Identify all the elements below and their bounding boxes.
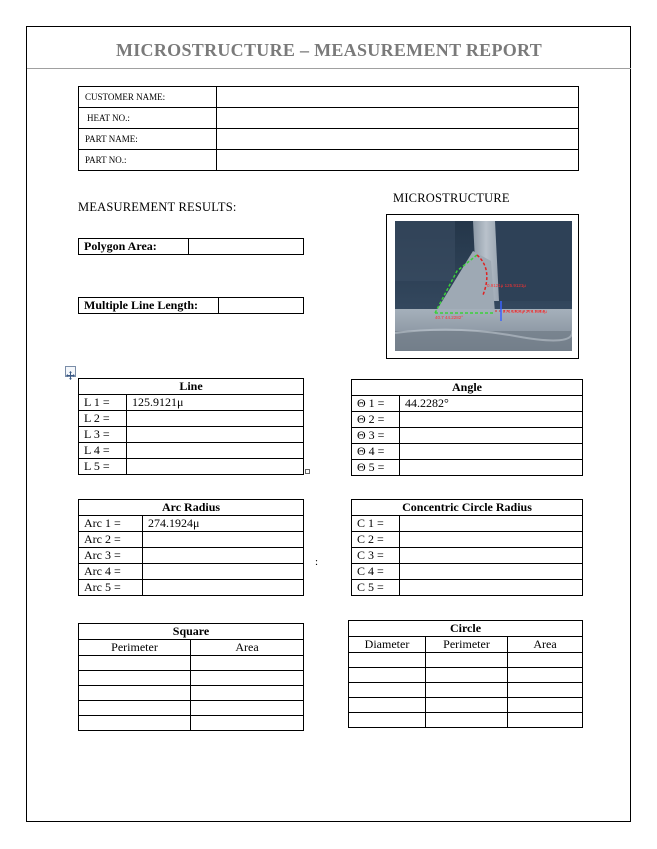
info-value-field[interactable] [217, 87, 579, 108]
info-label: PART NAME: [79, 129, 217, 150]
arc-value[interactable] [143, 580, 304, 596]
table-row [79, 701, 304, 716]
angle-value[interactable] [400, 412, 583, 428]
angle-table [351, 379, 583, 476]
line-label: L 4 = [79, 443, 127, 459]
table-row [349, 653, 583, 668]
line-label: L 2 = [79, 411, 127, 427]
circle-col-diameter: Diameter [349, 637, 426, 653]
table-row [349, 668, 583, 683]
table-row [79, 395, 304, 411]
table-row [79, 427, 304, 443]
square-cell[interactable] [79, 671, 191, 686]
info-row-part-no [79, 150, 579, 171]
angle-label: Θ 1 = [352, 396, 400, 412]
title-divider [27, 68, 631, 69]
table-row [352, 532, 583, 548]
square-table-header: Square [79, 624, 304, 640]
page-title: MICROSTRUCTURE – MEASUREMENT REPORT [115, 40, 543, 60]
circle-cell[interactable] [349, 713, 426, 728]
table-row [352, 564, 583, 580]
table-row [79, 532, 304, 548]
circle-table-header: Circle [349, 621, 583, 637]
arc-label: Arc 1 = [79, 516, 143, 532]
info-row-customer [79, 87, 579, 108]
square-cell[interactable] [191, 656, 304, 671]
arc-value[interactable] [143, 548, 304, 564]
line-value[interactable] [127, 443, 304, 459]
table-row [352, 444, 583, 460]
table-row [79, 459, 304, 475]
table-row [352, 412, 583, 428]
microstructure-heading: MICROSTRUCTURE [393, 191, 510, 205]
circle-cell[interactable] [426, 698, 508, 713]
info-row-heat [79, 108, 579, 129]
circle-radius-table-header: Concentric Circle Radius [352, 500, 583, 516]
circle-cell[interactable] [426, 668, 508, 683]
square-cell[interactable] [191, 671, 304, 686]
line-value[interactable] [127, 427, 304, 443]
square-cell[interactable] [191, 701, 304, 716]
table-row [349, 713, 583, 728]
table-row [79, 671, 304, 686]
square-col-perimeter: Perimeter [79, 640, 191, 656]
line-label: L 5 = [79, 459, 127, 475]
circle-cell[interactable] [349, 683, 426, 698]
square-cell[interactable] [191, 686, 304, 701]
circle-cell[interactable] [349, 698, 426, 713]
circle-cell[interactable] [508, 713, 583, 728]
info-value-field[interactable] [217, 129, 579, 150]
table-row [79, 656, 304, 671]
circle-col-perimeter: Perimeter [426, 637, 508, 653]
square-cell[interactable] [79, 656, 191, 671]
angle-label: Θ 5 = [352, 460, 400, 476]
move-cross-glyph [66, 371, 75, 380]
arc-label: Arc 5 = [79, 580, 143, 596]
table-row [352, 396, 583, 412]
line-label: L 3 = [79, 427, 127, 443]
circle-cell[interactable] [426, 683, 508, 698]
micro-annotation-green: 40.7 44.2282° [435, 315, 464, 320]
circle-table [348, 620, 583, 728]
circle-radius-value[interactable] [400, 564, 583, 580]
table-row [352, 548, 583, 564]
table-row [79, 516, 304, 532]
info-label: HEAT NO.: [79, 108, 217, 129]
circle-cell[interactable] [508, 698, 583, 713]
measurement-results-heading: MEASUREMENT RESULTS: [78, 200, 237, 214]
circle-cell[interactable] [349, 653, 426, 668]
table-row [79, 443, 304, 459]
table-row [352, 580, 583, 596]
angle-label: Θ 3 = [352, 428, 400, 444]
concentric-circle-radius-table [351, 499, 583, 596]
arc-value[interactable] [143, 532, 304, 548]
polygon-area-label: Polygon Area: [79, 239, 189, 255]
micro-annotation-red-1: 0.9121μ 125.9121μ [487, 283, 526, 288]
resize-handle-icon[interactable] [305, 469, 310, 474]
info-table [78, 86, 579, 171]
info-label: PART NO.: [79, 150, 217, 171]
info-value-field[interactable] [217, 150, 579, 171]
circle-cell[interactable] [508, 653, 583, 668]
arc-value[interactable]: 274.1924μ [143, 516, 304, 532]
angle-value[interactable] [400, 444, 583, 460]
microstructure-image[interactable] [395, 221, 572, 351]
arc-radius-table [78, 499, 304, 596]
square-col-area: Area [191, 640, 304, 656]
square-cell[interactable] [79, 686, 191, 701]
circle-cell[interactable] [508, 683, 583, 698]
microstructure-frame [386, 214, 579, 359]
micro-annotation-red-2: 274.1924μ 274.1924μ [503, 309, 547, 314]
angle-table-header: Angle [352, 380, 583, 396]
circle-radius-label: C 4 = [352, 564, 400, 580]
square-cell[interactable] [79, 701, 191, 716]
microstructure-photo [395, 221, 572, 351]
table-row [352, 460, 583, 476]
angle-value[interactable] [400, 428, 583, 444]
circle-radius-label: C 3 = [352, 548, 400, 564]
multiple-line-length-table [78, 297, 304, 314]
table-row [79, 411, 304, 427]
circle-radius-value[interactable] [400, 548, 583, 564]
line-table [78, 378, 304, 475]
circle-cell[interactable] [349, 668, 426, 683]
move-cross-icon[interactable] [65, 366, 76, 377]
table-row [79, 686, 304, 701]
line-label: L 1 = [79, 395, 127, 411]
table-row [79, 580, 304, 596]
circle-radius-value[interactable] [400, 532, 583, 548]
info-row-part-name [79, 129, 579, 150]
table-row [79, 564, 304, 580]
table-row [352, 516, 583, 532]
polygon-area-table [78, 238, 304, 255]
table-row [352, 428, 583, 444]
circle-cell[interactable] [508, 668, 583, 683]
circle-col-area: Area [508, 637, 583, 653]
angle-value[interactable]: 44.2282° [400, 396, 583, 412]
info-label: CUSTOMER NAME: [79, 87, 217, 108]
table-row [349, 698, 583, 713]
info-value-field[interactable] [217, 108, 579, 129]
line-value[interactable] [127, 459, 304, 475]
circle-cell[interactable] [426, 713, 508, 728]
angle-label: Θ 2 = [352, 412, 400, 428]
line-value[interactable]: 125.9121μ [127, 395, 304, 411]
line-table-header: Line [79, 379, 304, 395]
square-cell[interactable] [79, 716, 191, 731]
arc-value[interactable] [143, 564, 304, 580]
arc-label: Arc 4 = [79, 564, 143, 580]
circle-radius-label: C 1 = [352, 516, 400, 532]
table-row [79, 548, 304, 564]
circle-radius-label: C 5 = [352, 580, 400, 596]
circle-radius-value[interactable] [400, 580, 583, 596]
arc-label: Arc 3 = [79, 548, 143, 564]
table-row [79, 716, 304, 731]
polygon-area-value[interactable] [189, 239, 304, 255]
circle-radius-label: C 2 = [352, 532, 400, 548]
square-table [78, 623, 304, 731]
stray-colon: : [315, 556, 319, 568]
multiple-line-length-value[interactable] [219, 298, 304, 314]
multiple-line-length-label: Multiple Line Length: [79, 298, 219, 314]
angle-label: Θ 4 = [352, 444, 400, 460]
arc-label: Arc 2 = [79, 532, 143, 548]
square-cell[interactable] [191, 716, 304, 731]
circle-radius-value[interactable] [400, 516, 583, 532]
line-value[interactable] [127, 411, 304, 427]
circle-cell[interactable] [426, 653, 508, 668]
arc-table-header: Arc Radius [79, 500, 304, 516]
table-row [349, 683, 583, 698]
angle-value[interactable] [400, 460, 583, 476]
